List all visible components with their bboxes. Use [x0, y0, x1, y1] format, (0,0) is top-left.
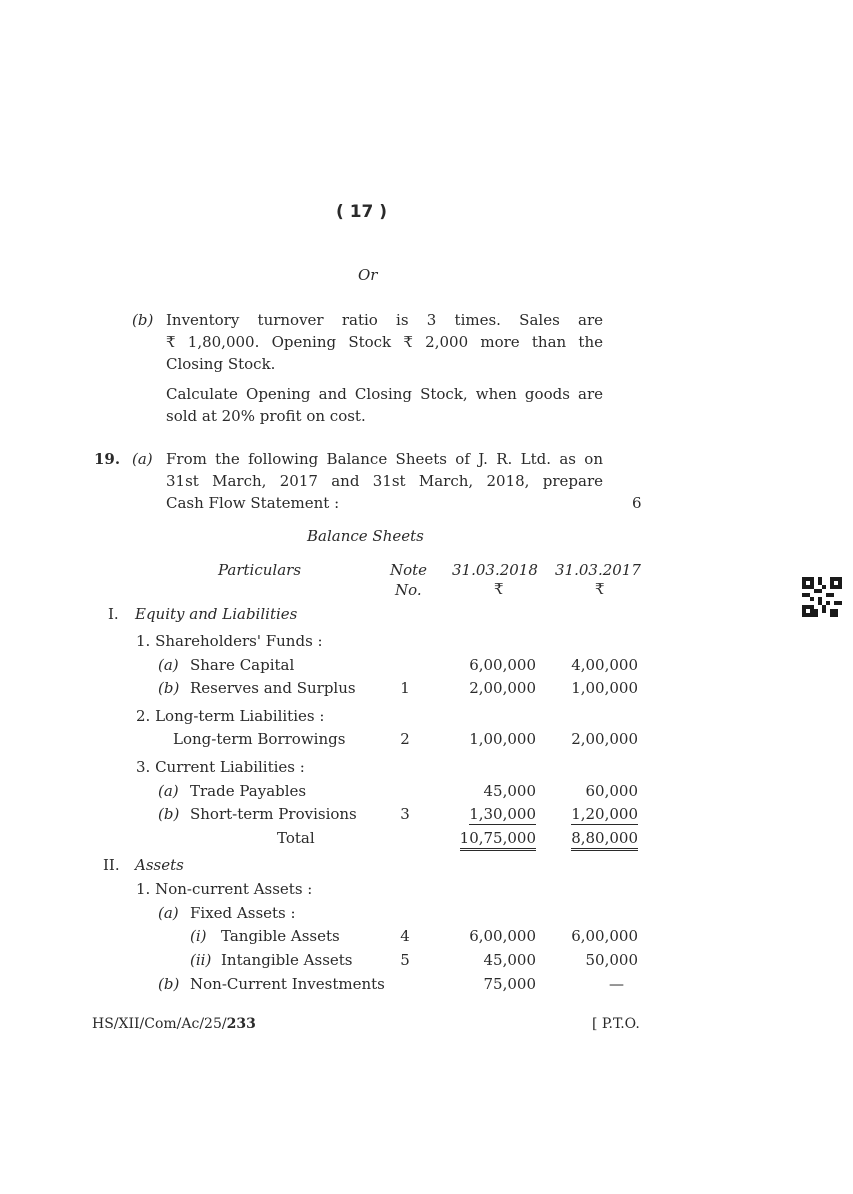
total-label: Total	[277, 829, 315, 847]
row-text: Fixed Assets :	[190, 904, 296, 922]
st-prov-2018-value: 1,30,000	[469, 805, 536, 823]
current-liabilities-heading: 3. Current Liabilities :	[136, 758, 305, 776]
qr-code-icon	[802, 577, 842, 617]
header-date-2017: 31.03.2017	[555, 561, 641, 579]
row-label: (a)	[158, 904, 179, 922]
reserves-2017: 1,00,000	[571, 679, 638, 697]
row-text: Long-term Borrowings	[173, 730, 346, 748]
st-prov-2017-value: 1,20,000	[571, 805, 638, 823]
row-text: Trade Payables	[190, 782, 307, 800]
intangible-2018: 45,000	[483, 951, 536, 969]
st-prov-2018	[440, 805, 536, 823]
row-text: Short-term Provisions	[190, 805, 357, 823]
q19a-line-2: 31st March, 2017 and 31st March, 2018, prepare	[166, 472, 603, 490]
q19-number: 19.	[94, 450, 121, 468]
row-label: (ii)	[190, 951, 212, 969]
trade-payables-2017: 60,000	[585, 782, 638, 800]
q18b-line-2: ₹ 1,80,000. Opening Stock ₹ 2,000 more than the	[166, 333, 603, 351]
shareholders-funds-heading: 1. Shareholders' Funds :	[136, 632, 323, 650]
row-label: (a)	[158, 656, 179, 674]
total-2018-value: 10,75,000	[460, 829, 536, 851]
q19a-line-3: Cash Flow Statement :	[166, 494, 340, 512]
lt-borrow-note: 2	[400, 730, 410, 748]
or-label: Or	[358, 266, 378, 284]
q19a-text	[166, 448, 603, 514]
q18b-line-4: Calculate Opening and Closing Stock, when goods are	[166, 385, 603, 403]
reserves-2018: 2,00,000	[469, 679, 536, 697]
tangible-2018: 6,00,000	[469, 927, 536, 945]
row-text: Share Capital	[190, 656, 295, 674]
tangible-note: 4	[400, 927, 410, 945]
trade-payables-2018: 45,000	[483, 782, 536, 800]
long-term-liabilities-heading: 2. Long-term Liabilities :	[136, 707, 325, 725]
section-2-title: Assets	[135, 856, 184, 874]
header-date-2018: 31.03.2018	[452, 561, 538, 579]
header-particulars: Particulars	[218, 561, 302, 579]
footer-code-prefix: HS/XII/Com/Ac/25/	[92, 1016, 227, 1032]
row-text: Reserves and Surplus	[190, 679, 356, 697]
non-current-assets-heading: 1. Non-current Assets :	[136, 880, 313, 898]
total-2018	[440, 829, 536, 847]
section-2-roman: II.	[103, 856, 120, 874]
row-label: (b)	[158, 975, 180, 993]
reserves-note: 1	[400, 679, 410, 697]
q18b-line-5: sold at 20% profit on cost.	[166, 407, 366, 425]
section-1-roman: I.	[108, 605, 119, 623]
q18b-line-1: Inventory turnover ratio is 3 times. Sales are	[166, 311, 603, 329]
lt-borrow-2017: 2,00,000	[571, 730, 638, 748]
share-capital-2017: 4,00,000	[571, 656, 638, 674]
q19a-marks: 6	[632, 494, 642, 512]
header-note-no: No.	[395, 581, 422, 599]
row-text: Tangible Assets	[221, 927, 340, 945]
header-note: Note	[390, 561, 428, 579]
header-currency-2018: ₹	[494, 580, 504, 598]
row-label: (i)	[190, 927, 207, 945]
footer-pto: [ P.T.O.	[592, 1016, 640, 1032]
page-number: ( 17 )	[336, 202, 388, 222]
row-text: Non-Current Investments	[190, 975, 385, 993]
row-label: (b)	[158, 679, 180, 697]
lt-borrow-2018: 1,00,000	[469, 730, 536, 748]
header-currency-2017: ₹	[595, 580, 605, 598]
section-1-title: Equity and Liabilities	[135, 605, 298, 623]
q19a-line-1: From the following Balance Sheets of J. R. Ltd. as on	[166, 450, 603, 468]
q19a-label: (a)	[132, 450, 153, 468]
q18b-text	[166, 309, 603, 375]
tangible-2017: 6,00,000	[571, 927, 638, 945]
share-capital-2018: 6,00,000	[469, 656, 536, 674]
intangible-2017: 50,000	[585, 951, 638, 969]
q18b-label: (b)	[132, 311, 154, 329]
total-2017-value: 8,80,000	[571, 829, 638, 851]
row-label: (b)	[158, 805, 180, 823]
q18b-line-3: Closing Stock.	[166, 355, 276, 373]
intangible-note: 5	[400, 951, 410, 969]
row-label: (a)	[158, 782, 179, 800]
footer-code	[92, 1016, 256, 1032]
st-prov-2017	[542, 805, 638, 823]
footer-code-number: 233	[226, 1016, 256, 1032]
total-2017	[542, 829, 638, 847]
nci-2017: —	[609, 975, 624, 993]
table-title: Balance Sheets	[307, 527, 424, 545]
st-prov-note: 3	[400, 805, 410, 823]
nci-2018: 75,000	[483, 975, 536, 993]
q18b-instruction	[166, 383, 603, 427]
row-text: Intangible Assets	[221, 951, 353, 969]
